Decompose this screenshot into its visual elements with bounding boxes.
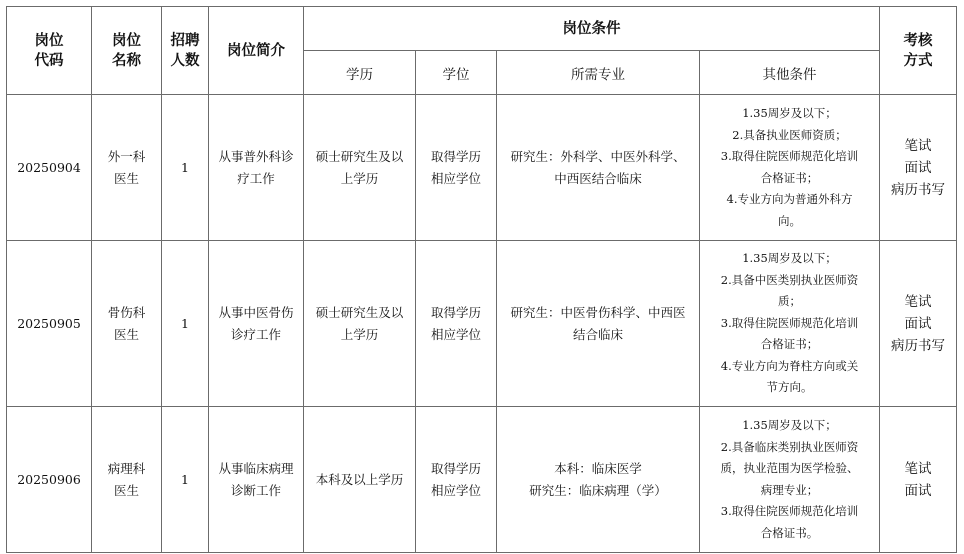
job-education: 硕士研究生及以 上学历 (304, 241, 416, 407)
job-assessment: 笔试 面试 (880, 407, 957, 553)
job-count: 1 (162, 95, 209, 241)
job-other-conditions: 1.35周岁及以下； 2.具备执业医师资质； 3.取得住院医师规范化培训 合格证书； 4.专业方向为普通外科方 向。 (700, 95, 880, 241)
header-name: 岗位 名称 (92, 7, 162, 95)
job-other-conditions: 1.35周岁及以下； 2.具备临床类别执业医师资 质，执业范围为医学检验、 病理专业； 3.取得住院医师规范化培训 合格证书。 (700, 407, 880, 553)
job-name: 骨伤科 医生 (92, 241, 162, 407)
table-row (7, 241, 957, 407)
job-code: 20250906 (7, 407, 92, 553)
job-degree: 取得学历 相应学位 (416, 95, 497, 241)
job-name: 外一科 医生 (92, 95, 162, 241)
job-name: 病理科 医生 (92, 407, 162, 553)
header-major: 所需专业 (497, 51, 700, 95)
job-education: 硕士研究生及以 上学历 (304, 95, 416, 241)
job-intro: 从事普外科诊 疗工作 (209, 95, 304, 241)
job-education: 本科及以上学历 (304, 407, 416, 553)
header-count: 招聘 人数 (162, 7, 209, 95)
table-row (7, 95, 957, 241)
job-intro: 从事临床病理 诊断工作 (209, 407, 304, 553)
header-other: 其他条件 (700, 51, 880, 95)
job-assessment: 笔试 面试 病历书写 (880, 241, 957, 407)
job-count: 1 (162, 241, 209, 407)
job-code: 20250905 (7, 241, 92, 407)
header-conditions: 岗位条件 (304, 7, 880, 51)
header-education: 学历 (304, 51, 416, 95)
job-count: 1 (162, 407, 209, 553)
header-intro: 岗位简介 (209, 7, 304, 95)
job-major: 研究生：外科学、中医外科学、 中西医结合临床 (497, 95, 700, 241)
table-row (7, 407, 957, 553)
job-code: 20250904 (7, 95, 92, 241)
recruitment-table (6, 6, 957, 553)
job-degree: 取得学历 相应学位 (416, 407, 497, 553)
header-degree: 学位 (416, 51, 497, 95)
job-intro: 从事中医骨伤 诊疗工作 (209, 241, 304, 407)
job-other-conditions: 1.35周岁及以下； 2.具备中医类别执业医师资 质； 3.取得住院医师规范化培训 合格证书； 4.专业方向为脊柱方向或关 节方向。 (700, 241, 880, 407)
job-assessment: 笔试 面试 病历书写 (880, 95, 957, 241)
job-major: 本科：临床医学 研究生：临床病理（学） (497, 407, 700, 553)
job-degree: 取得学历 相应学位 (416, 241, 497, 407)
job-major: 研究生：中医骨伤科学、中西医 结合临床 (497, 241, 700, 407)
header-code: 岗位 代码 (7, 7, 92, 95)
header-assessment: 考核 方式 (880, 7, 957, 95)
